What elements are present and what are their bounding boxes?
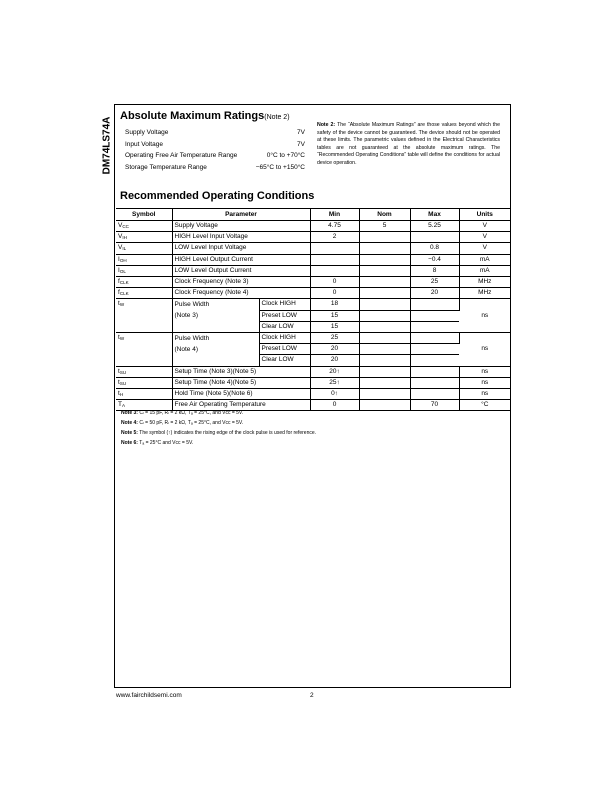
symbol-cell: $t_H$	[116, 389, 172, 400]
nom-cell: 5	[359, 221, 410, 232]
rating-value: −65°C to +150°C	[255, 163, 305, 171]
table-row	[116, 366, 510, 377]
max-cell	[410, 299, 459, 310]
symbol-cell: $t_W$	[116, 333, 172, 367]
min-cell: 0	[310, 277, 359, 288]
parameter-cell: Clock Frequency (Note 4)	[172, 288, 310, 299]
rating-row	[125, 127, 305, 139]
table-row	[116, 232, 510, 243]
max-cell	[410, 377, 459, 388]
symbol-cell: $I_{OH}$	[116, 254, 172, 265]
max-cell	[410, 232, 459, 243]
rating-value: 7V	[297, 129, 305, 136]
max-cell	[410, 344, 459, 355]
parameter-cell: Pulse Width (Note 3)	[172, 299, 259, 333]
nom-cell	[359, 310, 410, 321]
units-cell: °C	[459, 400, 510, 411]
parameter-cell: Setup Time (Note 4)(Note 5)	[172, 377, 310, 388]
part-number: DM74LS74A	[101, 116, 113, 175]
min-cell: 25	[310, 333, 359, 344]
table-row	[116, 333, 510, 344]
sub-parameter-cell: Clock HIGH	[259, 333, 310, 344]
units-cell: ns	[459, 377, 510, 388]
min-cell: 25↑	[310, 377, 359, 388]
max-cell: 5.25	[410, 221, 459, 232]
max-cell	[410, 355, 459, 366]
max-cell: 70	[410, 400, 459, 411]
min-cell	[310, 243, 359, 254]
nom-cell	[359, 254, 410, 265]
min-cell: 15	[310, 321, 359, 332]
symbol-cell: $I_{OL}$	[116, 265, 172, 276]
amr-note-ref: (Note 2)	[264, 114, 290, 121]
header-units: Units	[459, 209, 510, 221]
max-cell: 8	[410, 265, 459, 276]
nom-cell	[359, 243, 410, 254]
min-cell: 4.75	[310, 221, 359, 232]
units-cell: ns	[459, 299, 510, 333]
parameter-cell: Clock Frequency (Note 3)	[172, 277, 310, 288]
sub-parameter-cell: Preset LOW	[259, 344, 310, 355]
rating-row	[125, 162, 305, 174]
note-2	[317, 122, 500, 168]
part-number-sidebar	[98, 104, 114, 194]
parameter-cell: HIGH Level Output Current	[172, 254, 310, 265]
units-cell: ns	[459, 366, 510, 377]
table-row	[116, 288, 510, 299]
note-2-text: The “Absolute Maximum Ratings” are those values beyond which the safety of the device cannot be guaranteed. The device should not be operated at these limits. The parametric values defined in the Electrical Characteristics tables are not guaranteed at the absolute maximum ratings. The “Recommended Operating Conditions” table will define the conditions for actual device operation.	[317, 122, 500, 166]
table-header-row	[116, 209, 510, 221]
nom-cell	[359, 288, 410, 299]
max-cell	[410, 333, 459, 344]
min-cell: 18	[310, 299, 359, 310]
rating-row	[125, 150, 305, 162]
table-row	[116, 377, 510, 388]
footnote: Note 6: Tₐ = 25°C and Vᴄᴄ = 5V.	[121, 440, 194, 446]
page-number: 2	[310, 692, 314, 699]
min-cell: 20	[310, 344, 359, 355]
symbol-cell: $V_{IL}$	[116, 243, 172, 254]
min-cell	[310, 254, 359, 265]
table-row	[116, 254, 510, 265]
symbol-cell: $t_{SU}$	[116, 377, 172, 388]
sub-parameter-cell: Preset LOW	[259, 310, 310, 321]
parameter-cell: Pulse Width (Note 4)	[172, 333, 259, 367]
table-row	[116, 299, 510, 310]
rating-row	[125, 139, 305, 151]
footnote: Note 4: Cₗ = 50 pF, Rₗ = 2 kΩ, Tₐ = 25°C, and Vᴄᴄ = 5V.	[121, 420, 244, 426]
nom-cell	[359, 377, 410, 388]
units-cell: V	[459, 232, 510, 243]
parameter-cell: HIGH Level Input Voltage	[172, 232, 310, 243]
recommended-operating-conditions-title: Recommended Operating Conditions	[120, 190, 315, 202]
nom-cell	[359, 400, 410, 411]
rating-label: Operating Free Air Temperature Range	[125, 152, 238, 159]
nom-cell	[359, 389, 410, 400]
nom-cell	[359, 333, 410, 344]
table-row	[116, 389, 510, 400]
min-cell: 0	[310, 288, 359, 299]
symbol-cell: $t_W$	[116, 299, 172, 333]
nom-cell	[359, 277, 410, 288]
symbol-cell: $f_{CLK}$	[116, 288, 172, 299]
symbol-cell: $f_{CLK}$	[116, 277, 172, 288]
min-cell: 0	[310, 400, 359, 411]
parameter-cell: Free Air Operating Temperature	[172, 400, 310, 411]
units-cell: V	[459, 221, 510, 232]
min-cell	[310, 265, 359, 276]
max-cell: −0.4	[410, 254, 459, 265]
absolute-maximum-ratings-title	[120, 110, 290, 122]
nom-cell	[359, 355, 410, 366]
units-cell: mA	[459, 265, 510, 276]
units-cell: ns	[459, 389, 510, 400]
table-row	[116, 277, 510, 288]
min-cell: 20↑	[310, 366, 359, 377]
min-cell: 15	[310, 310, 359, 321]
units-cell: mA	[459, 254, 510, 265]
max-cell: 25	[410, 277, 459, 288]
min-cell: 0↑	[310, 389, 359, 400]
min-cell: 20	[310, 355, 359, 366]
recommended-operating-conditions-table	[116, 208, 510, 411]
absolute-maximum-ratings-list	[125, 127, 305, 173]
parameter-cell: Setup Time (Note 3)(Note 5)	[172, 366, 310, 377]
symbol-cell: $V_{IH}$	[116, 232, 172, 243]
units-cell: MHz	[459, 288, 510, 299]
rating-label: Input Voltage	[125, 140, 163, 148]
units-cell: MHz	[459, 277, 510, 288]
header-parameter: Parameter	[172, 209, 310, 221]
nom-cell	[359, 265, 410, 276]
nom-cell	[359, 232, 410, 243]
footnote: Note 5: The symbol (↑) indicates the rising edge of the clock pulse is used for reference.	[121, 430, 317, 436]
footer-url-link[interactable]: www.fairchildsemi.com	[116, 692, 182, 699]
min-cell: 2	[310, 232, 359, 243]
header-max: Max	[410, 209, 459, 221]
max-cell	[410, 389, 459, 400]
amr-title-text: Absolute Maximum Ratings	[120, 110, 265, 122]
sub-parameter-cell: Clear LOW	[259, 355, 310, 366]
table-row	[116, 265, 510, 276]
max-cell: 0.8	[410, 243, 459, 254]
max-cell: 20	[410, 288, 459, 299]
rating-value: 7V	[297, 140, 305, 148]
symbol-cell: $T_A$	[116, 400, 172, 411]
rating-value: 0°C to +70°C	[266, 152, 305, 159]
table-row	[116, 221, 510, 232]
max-cell	[410, 366, 459, 377]
sub-parameter-cell: Clock HIGH	[259, 299, 310, 310]
symbol-cell: $t_{SU}$	[116, 366, 172, 377]
footnotes	[121, 408, 316, 448]
header-min: Min	[310, 209, 359, 221]
rating-label: Storage Temperature Range	[125, 163, 207, 171]
symbol-cell: $V_{CC}$	[116, 221, 172, 232]
header-nom: Nom	[359, 209, 410, 221]
nom-cell	[359, 321, 410, 332]
max-cell	[410, 310, 459, 321]
parameter-cell: Hold Time (Note 5)(Note 6)	[172, 389, 310, 400]
rating-label: Supply Voltage	[125, 129, 169, 136]
nom-cell	[359, 299, 410, 310]
max-cell	[410, 321, 459, 332]
parameter-cell: Supply Voltage	[172, 221, 310, 232]
note-2-label: Note 2:	[317, 122, 336, 128]
nom-cell	[359, 344, 410, 355]
header-symbol: Symbol	[116, 209, 172, 221]
table-row	[116, 243, 510, 254]
sub-parameter-cell: Clear LOW	[259, 321, 310, 332]
parameter-cell: LOW Level Input Voltage	[172, 243, 310, 254]
units-cell: ns	[459, 333, 510, 367]
nom-cell	[359, 366, 410, 377]
footnote: Note 3: Cₗ = 15 pF, Rₗ = 2 kΩ, Tₐ = 25°C, and Vᴄᴄ = 5V.	[121, 410, 244, 416]
units-cell: V	[459, 243, 510, 254]
parameter-cell: LOW Level Output Current	[172, 265, 310, 276]
